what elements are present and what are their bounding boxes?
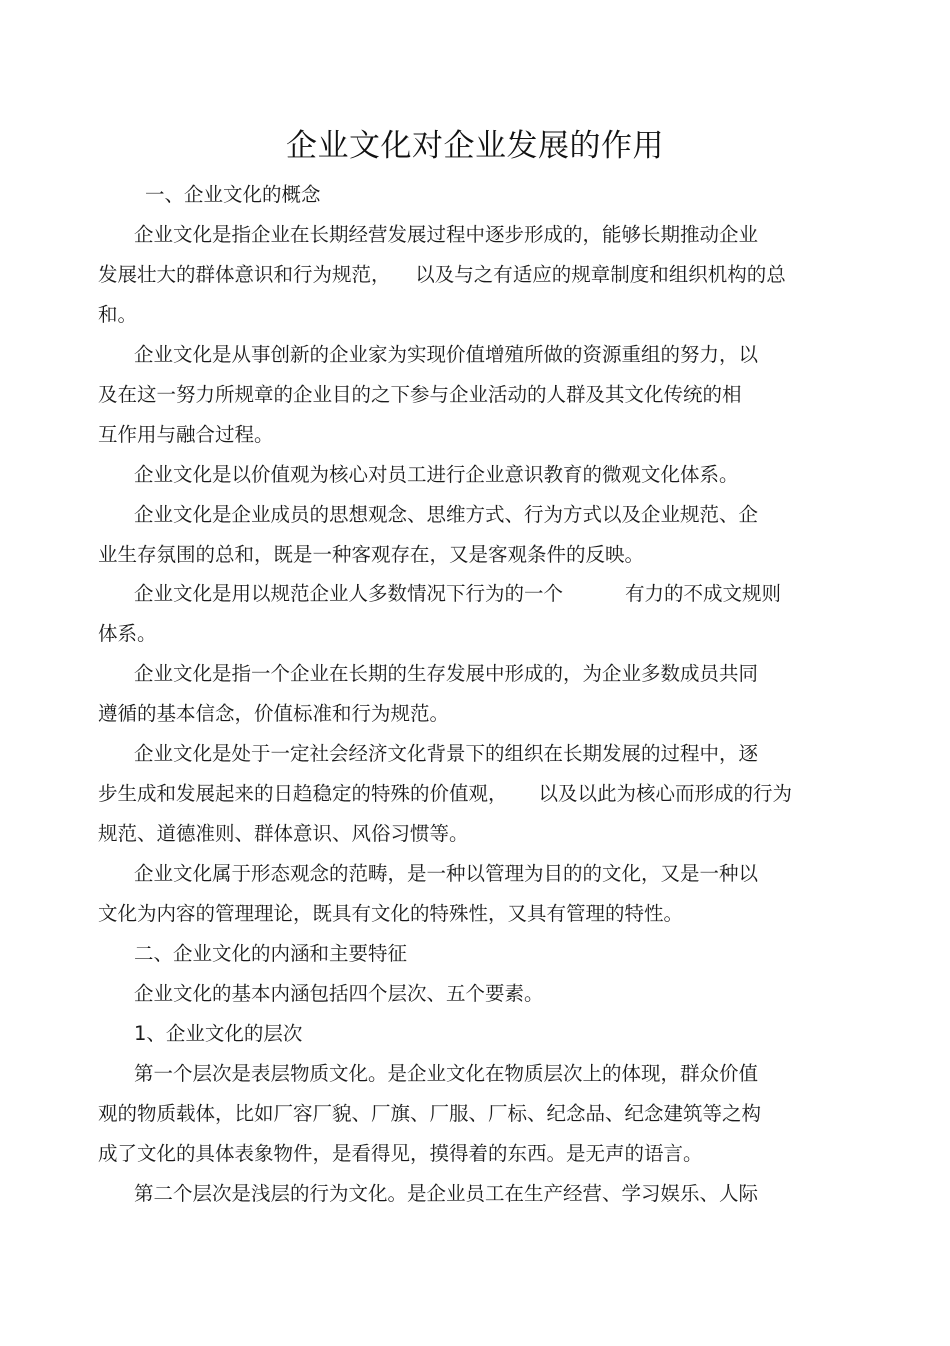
document-title: 企业文化对企业发展的作用 xyxy=(286,128,664,164)
paragraph-line: 第一个层次是表层物质文化。是企业文化在物质层次上的体现，群众价值 xyxy=(134,1062,759,1085)
paragraph-line: 及在这一努力所规章的企业目的之下参与企业活动的人群及其文化传统的相 xyxy=(98,383,742,406)
paragraph-line: 观的物质载体，比如厂容厂貌、厂旗、厂服、厂标、纪念品、纪念建筑等之构 xyxy=(98,1102,762,1125)
paragraph-line: 企业文化是用以规范企业人多数情况下行为的一个 有力的不成文规则 xyxy=(134,582,781,605)
paragraph-line: 企业文化是从事创新的企业家为实现价值增殖所做的资源重组的努力，以 xyxy=(134,343,759,366)
paragraph-line: 企业文化是以价值观为核心对员工进行企业意识教育的微观文化体系。 xyxy=(134,463,739,486)
paragraph-line: 业生存氛围的总和，既是一种客观存在，又是客观条件的反映。 xyxy=(98,543,645,566)
subsection-heading-levels: 1、企业文化的层次 xyxy=(134,1022,303,1045)
section-heading-connotation: 二、企业文化的内涵和主要特征 xyxy=(134,942,408,965)
paragraph-line: 体系。 xyxy=(98,622,157,645)
paragraph-line: 企业文化属于形态观念的范畴，是一种以管理为目的的文化，又是一种以 xyxy=(134,862,759,885)
paragraph-line: 互作用与融合过程。 xyxy=(98,423,274,446)
paragraph-line: 规范、道德准则、群体意识、风俗习惯等。 xyxy=(98,822,469,845)
paragraph-line: 遵循的基本信念，价值标准和行为规范。 xyxy=(98,702,450,725)
paragraph-line: 文化为内容的管理理论，既具有文化的特殊性，又具有管理的特性。 xyxy=(98,902,684,925)
paragraph-line: 成了文化的具体表象物件，是看得见，摸得着的东西。是无声的语言。 xyxy=(98,1142,703,1165)
paragraph-line: 企业文化是指一个企业在长期的生存发展中形成的，为企业多数成员共同 xyxy=(134,662,759,685)
paragraph-line: 第二个层次是浅层的行为文化。是企业员工在生产经营、学习娱乐、人际 xyxy=(134,1182,759,1205)
paragraph-line: 企业文化是企业成员的思想观念、思维方式、行为方式以及企业规范、企 xyxy=(134,503,759,526)
paragraph-line: 和。 xyxy=(98,303,138,326)
paragraph-line: 企业文化的基本内涵包括四个层次、五个要素。 xyxy=(134,982,544,1005)
paragraph-line: 发展壮大的群体意识和行为规范， 以及与之有适应的规章制度和组织机构的总 xyxy=(98,263,786,286)
paragraph-line: 步生成和发展起来的日趋稳定的特殊的价值观， 以及以此为核心而形成的行为 xyxy=(98,782,792,805)
paragraph-line: 企业文化是指企业在长期经营发展过程中逐步形成的，能够长期推动企业 xyxy=(134,223,759,246)
paragraph-line: 企业文化是处于一定社会经济文化背景下的组织在长期发展的过程中，逐 xyxy=(134,742,759,765)
section-heading-concept: 一、企业文化的概念 xyxy=(145,183,321,206)
